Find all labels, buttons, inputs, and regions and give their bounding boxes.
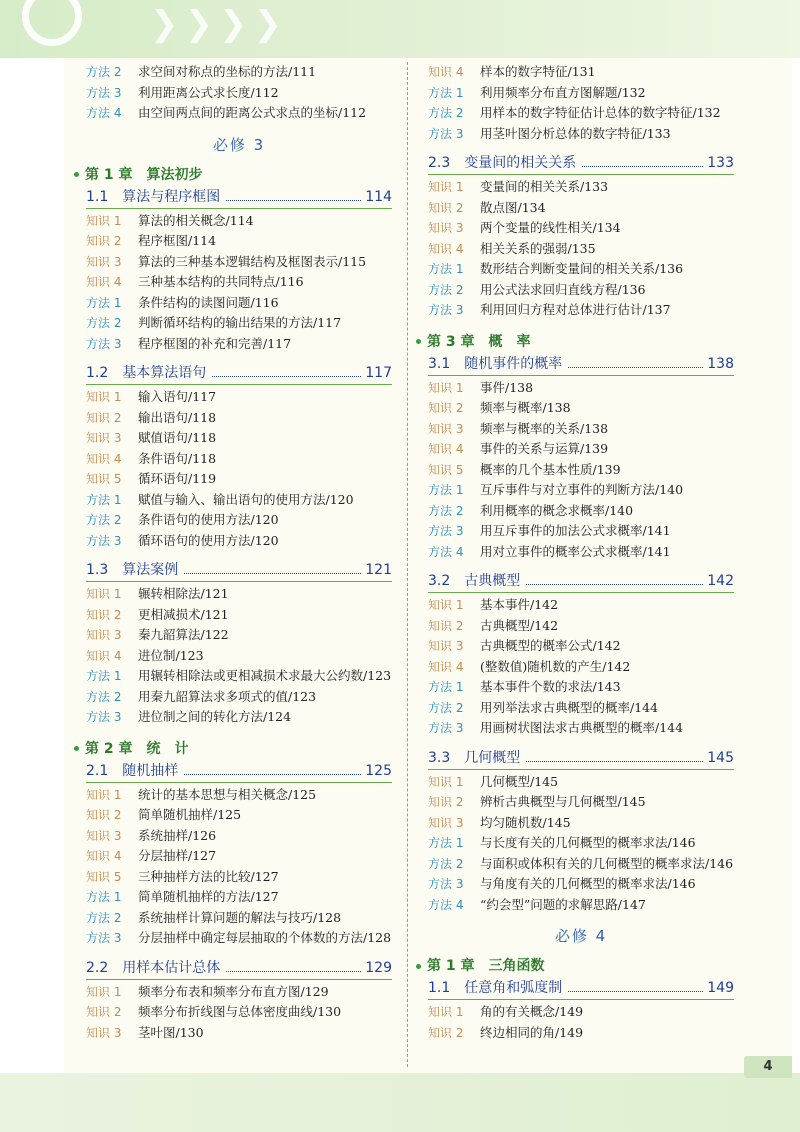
- toc-entry[interactable]: [86, 62, 392, 83]
- toc-entry[interactable]: [428, 177, 734, 198]
- toc-entry[interactable]: [86, 605, 392, 626]
- entry-text: 输出语句/118: [138, 409, 217, 425]
- toc-entry[interactable]: [428, 657, 734, 678]
- entry-text: 用茎叶图分析总体的数字特征/133: [480, 125, 671, 141]
- entry-text: 进位制之间的转化方法/124: [138, 709, 292, 724]
- entry-text: 辨析古典概型与几何概型/145: [480, 794, 646, 809]
- entry-tag: 知识 3: [86, 431, 122, 445]
- toc-entry[interactable]: [428, 218, 734, 239]
- dot-leader: [226, 971, 361, 972]
- toc-entry[interactable]: [428, 698, 734, 719]
- toc-entry[interactable]: [86, 211, 392, 232]
- toc-entry[interactable]: [86, 687, 392, 708]
- entry-text: 三种基本结构的共同特点/116: [138, 274, 304, 289]
- toc-entry-list: [428, 62, 734, 144]
- entry-text: 简单随机抽样的方法/127: [138, 889, 279, 904]
- toc-entry[interactable]: [86, 272, 392, 293]
- toc-entry[interactable]: [86, 490, 392, 511]
- toc-entry[interactable]: [86, 785, 392, 806]
- toc-entry[interactable]: [428, 616, 734, 637]
- entry-tag: 方法 3: [428, 524, 464, 538]
- section-heading[interactable]: 2.1 随机抽样 125: [86, 760, 392, 783]
- entry-text: 频率分布表和频率分布直方图/129: [138, 983, 329, 999]
- toc-entry[interactable]: [86, 103, 392, 124]
- toc-entry[interactable]: [428, 677, 734, 698]
- entry-tag: 知识 1: [86, 787, 122, 802]
- entry-text: 循环语句的使用方法/120: [138, 532, 279, 548]
- toc-entry-list: [86, 211, 392, 355]
- entry-text: 用互斥事件的加法公式求概率/141: [480, 523, 671, 538]
- entry-tag: 知识 4: [428, 241, 464, 256]
- entry-tag: 知识 2: [428, 200, 464, 215]
- entry-text: 系统抽样计算问题的解法与技巧/128: [138, 909, 342, 925]
- entry-text: 由空间两点间的距离公式求点的坐标/112: [138, 105, 367, 120]
- column-divider: [407, 62, 408, 1067]
- chapter-heading[interactable]: 第 2 章 统 计: [74, 738, 392, 760]
- toc-entry[interactable]: [428, 280, 734, 301]
- toc-entry[interactable]: [86, 584, 392, 605]
- toc-entry[interactable]: [428, 1002, 734, 1023]
- toc-entry[interactable]: [86, 707, 392, 728]
- dot-leader: [184, 573, 361, 574]
- entry-tag: 方法 2: [428, 106, 464, 120]
- toc-entry[interactable]: [86, 449, 392, 470]
- entry-text: 概率的几个基本性质/139: [480, 461, 621, 477]
- entry-tag: 知识 5: [86, 869, 122, 884]
- toc-entry[interactable]: [86, 982, 392, 1003]
- entry-text: 系统抽样/126: [138, 827, 217, 843]
- toc-entry-list: [86, 62, 392, 124]
- entry-tag: 方法 3: [428, 877, 464, 891]
- toc-entry[interactable]: [428, 259, 734, 280]
- dot-leader: [212, 376, 361, 377]
- entry-text: 与角度有关的几何概型的概率求法/146: [480, 876, 696, 891]
- entry-tag: 知识 4: [86, 648, 122, 663]
- toc-entry[interactable]: [86, 625, 392, 646]
- chapter-heading[interactable]: 第 3 章 概 率: [416, 331, 734, 353]
- entry-tag: 知识 1: [86, 984, 122, 999]
- entry-tag: 方法 1: [86, 295, 122, 310]
- toc-entry[interactable]: [86, 293, 392, 314]
- toc-entry[interactable]: [428, 854, 734, 875]
- entry-text: 用样本的数字特征估计总体的数字特征/132: [480, 105, 721, 120]
- toc-entry[interactable]: [86, 646, 392, 667]
- entry-tag: 知识 2: [86, 234, 122, 248]
- entry-tag: 知识 3: [428, 815, 464, 830]
- toc-entry[interactable]: [428, 198, 734, 219]
- entry-tag: 方法 4: [86, 106, 122, 120]
- entry-tag: 知识 2: [428, 401, 464, 415]
- entry-text: 古典概型/142: [480, 617, 559, 633]
- toc-entry-list: [428, 772, 734, 916]
- entry-text: 分层抽样中确定每层抽取的个体数的方法/128: [138, 930, 392, 945]
- entry-text: 利用回归方程对总体进行估计/137: [480, 302, 671, 317]
- entry-tag: 方法 3: [428, 303, 464, 317]
- entry-tag: 知识 1: [86, 390, 122, 404]
- toc-entry[interactable]: [86, 469, 392, 490]
- entry-tag: 方法 2: [86, 65, 122, 79]
- entry-tag: 方法 3: [86, 85, 122, 100]
- entry-text: (整数值)随机数的产生/142: [480, 658, 631, 674]
- toc-entry-list: [86, 982, 392, 1044]
- toc-entry[interactable]: [428, 595, 734, 616]
- entry-tag: 方法 2: [86, 513, 122, 527]
- entry-tag: 方法 1: [428, 85, 464, 100]
- entry-tag: 方法 1: [428, 680, 464, 694]
- chevrons-icon: ❯❯❯❯: [150, 4, 288, 44]
- entry-tag: 知识 4: [428, 442, 464, 456]
- toc-left-column: [86, 62, 392, 1043]
- entry-text: 用画树状图法求古典概型的概率/144: [480, 720, 684, 735]
- entry-text: 用辗转相除法或更相减损术求最大公约数/123: [138, 668, 392, 683]
- toc-entry[interactable]: [428, 398, 734, 419]
- entry-text: 分层抽样/127: [138, 848, 217, 863]
- entry-tag: 知识 3: [86, 628, 122, 642]
- entry-tag: 知识 4: [428, 659, 464, 674]
- toc-entry[interactable]: [428, 300, 734, 321]
- bullet-icon: [74, 172, 79, 177]
- toc-entry[interactable]: [428, 439, 734, 460]
- toc-entry[interactable]: [86, 928, 392, 949]
- dot-leader: [582, 166, 703, 167]
- entry-tag: 知识 1: [86, 587, 122, 601]
- entry-text: 事件的关系与运算/139: [480, 441, 609, 456]
- entry-text: 变量间的相关关系/133: [480, 179, 609, 194]
- entry-text: 散点图/134: [480, 199, 546, 215]
- entry-text: “约会型”问题的求解思路/147: [480, 896, 646, 912]
- section-heading[interactable]: 1.1 算法与程序框图 114: [86, 186, 392, 209]
- toc-entry[interactable]: [428, 460, 734, 481]
- toc-entry[interactable]: [428, 419, 734, 440]
- toc-entry[interactable]: [428, 833, 734, 854]
- section-heading[interactable]: 3.2 古典概型 142: [428, 570, 734, 593]
- entry-text: 与长度有关的几何概型的概率求法/146: [480, 835, 696, 850]
- bullet-icon: [416, 339, 421, 344]
- toc-entry[interactable]: [428, 1023, 734, 1044]
- entry-text: 程序框图的补充和完善/117: [138, 335, 292, 351]
- section-heading[interactable]: 2.3 变量间的相关关系 133: [428, 152, 734, 175]
- toc-entry[interactable]: [86, 666, 392, 687]
- toc-entry[interactable]: [428, 813, 734, 834]
- toc-entry-list: [86, 387, 392, 551]
- entry-text: 几何概型/145: [480, 773, 559, 789]
- entry-text: 赋值语句/118: [138, 430, 217, 445]
- entry-text: 算法的三种基本逻辑结构及框图表示/115: [138, 253, 367, 269]
- toc-entry[interactable]: [428, 378, 734, 399]
- entry-text: 角的有关概念/149: [480, 1004, 584, 1019]
- dot-leader: [568, 367, 703, 368]
- entry-tag: 方法 1: [86, 669, 122, 683]
- toc-entry[interactable]: [428, 501, 734, 522]
- entry-text: 频率与概率/138: [480, 400, 571, 415]
- entry-text: 秦九韶算法/122: [138, 627, 229, 642]
- entry-text: 频率分布折线图与总体密度曲线/130: [138, 1004, 342, 1019]
- entry-tag: 方法 2: [428, 282, 464, 297]
- entry-tag: 知识 1: [428, 180, 464, 194]
- toc-entry[interactable]: [428, 62, 734, 83]
- entry-tag: 方法 1: [428, 483, 464, 497]
- toc-entry[interactable]: [86, 387, 392, 408]
- toc-entry[interactable]: [86, 231, 392, 252]
- entry-tag: 知识 1: [428, 380, 464, 395]
- entry-tag: 方法 2: [428, 700, 464, 715]
- toc-entry[interactable]: [428, 718, 734, 739]
- entry-text: 利用频率分布直方图解题/132: [480, 84, 646, 100]
- entry-text: 数形结合判断变量间的相关关系/136: [480, 261, 684, 276]
- dot-leader: [526, 584, 703, 585]
- toc-entry[interactable]: [86, 313, 392, 334]
- entry-text: 用公式法求回归直线方程/136: [480, 281, 646, 297]
- entry-text: 输入语句/117: [138, 389, 217, 404]
- toc-entry[interactable]: [86, 867, 392, 888]
- entry-tag: 知识 4: [86, 451, 122, 466]
- entry-text: 辗转相除法/121: [138, 586, 229, 601]
- toc-entry[interactable]: [86, 334, 392, 355]
- entry-text: 统计的基本思想与相关概念/125: [138, 786, 317, 802]
- entry-tag: 方法 3: [428, 721, 464, 735]
- toc-entry[interactable]: [86, 887, 392, 908]
- entry-tag: 方法 3: [86, 336, 122, 351]
- entry-tag: 知识 1: [428, 774, 464, 789]
- entry-text: 相关关系的强弱/135: [480, 240, 596, 256]
- entry-tag: 方法 1: [86, 492, 122, 507]
- bullet-icon: [74, 746, 79, 751]
- toc-entry[interactable]: [86, 1023, 392, 1044]
- toc-entry-list: [428, 177, 734, 321]
- toc-entry[interactable]: [86, 83, 392, 104]
- entry-tag: 方法 1: [428, 262, 464, 276]
- page-number: 4: [744, 1056, 792, 1078]
- entry-text: 古典概型的概率公式/142: [480, 638, 621, 653]
- toc-entry[interactable]: [428, 124, 734, 145]
- entry-tag: 知识 5: [428, 462, 464, 477]
- toc-entry[interactable]: [86, 908, 392, 929]
- entry-text: 条件结构的读图问题/116: [138, 294, 279, 310]
- entry-text: 频率与概率的关系/138: [480, 420, 609, 436]
- entry-tag: 知识 3: [428, 221, 464, 235]
- entry-text: 与面积或体积有关的几何概型的概率求法/146: [480, 855, 734, 871]
- entry-text: 三种抽样方法的比较/127: [138, 868, 279, 884]
- entry-text: 条件语句的使用方法/120: [138, 512, 279, 527]
- dot-leader: [226, 200, 361, 201]
- toc-entry[interactable]: [428, 239, 734, 260]
- entry-text: 茎叶图/130: [138, 1024, 204, 1040]
- dot-leader: [568, 991, 703, 992]
- dot-leader: [184, 774, 361, 775]
- entry-tag: 知识 3: [86, 828, 122, 843]
- entry-text: 简单随机抽样/125: [138, 807, 242, 822]
- entry-tag: 方法 3: [86, 931, 122, 945]
- entry-text: 判断循环结构的输出结果的方法/117: [138, 315, 342, 330]
- entry-tag: 知识 1: [428, 1005, 464, 1019]
- entry-text: 基本事件个数的求法/143: [480, 679, 621, 694]
- footer-band: [0, 1073, 800, 1132]
- toc-entry[interactable]: [428, 480, 734, 501]
- entry-tag: 知识 4: [86, 849, 122, 863]
- toc-entry[interactable]: [86, 428, 392, 449]
- entry-text: 求空间对称点的坐标的方法/111: [138, 64, 317, 79]
- toc-entry-list: [86, 785, 392, 949]
- section-heading[interactable]: 1.2 基本算法语句 117: [86, 362, 392, 385]
- entry-tag: 知识 2: [86, 607, 122, 622]
- entry-tag: 知识 2: [428, 1025, 464, 1040]
- entry-text: 利用概率的概念求概率/140: [480, 502, 634, 518]
- entry-text: 用列举法求古典概型的概率/144: [480, 699, 659, 715]
- entry-tag: 知识 2: [428, 795, 464, 809]
- entry-text: 两个变量的线性相关/134: [480, 220, 621, 235]
- toc-entry[interactable]: [428, 542, 734, 563]
- entry-text: 进位制/123: [138, 647, 204, 663]
- toc-entry[interactable]: [86, 252, 392, 273]
- entry-text: 算法的相关概念/114: [138, 212, 254, 228]
- toc-entry[interactable]: [86, 408, 392, 429]
- toc-entry[interactable]: [86, 1002, 392, 1023]
- entry-tag: 方法 4: [428, 544, 464, 559]
- entry-tag: 方法 3: [86, 710, 122, 724]
- entry-tag: 知识 3: [86, 254, 122, 269]
- entry-text: 事件/138: [480, 379, 534, 395]
- entry-tag: 方法 2: [86, 910, 122, 925]
- section-heading[interactable]: 1.3 算法案例 121: [86, 559, 392, 582]
- entry-tag: 知识 2: [86, 410, 122, 425]
- entry-tag: 知识 3: [86, 1025, 122, 1040]
- entry-text: 终边相同的角/149: [480, 1024, 584, 1040]
- entry-text: 循环语句/119: [138, 471, 217, 486]
- toc-entry[interactable]: [86, 846, 392, 867]
- entry-text: 互斥事件与对立事件的判断方法/140: [480, 482, 684, 497]
- entry-tag: 方法 3: [86, 533, 122, 548]
- toc-entry[interactable]: [86, 510, 392, 531]
- toc-entry[interactable]: [428, 772, 734, 793]
- book-title: 必修 3: [212, 135, 266, 154]
- chapter-heading[interactable]: 第 1 章 三角函数: [416, 955, 734, 977]
- entry-text: 用对立事件的概率公式求概率/141: [480, 543, 671, 559]
- book-title: 必修 4: [554, 927, 608, 945]
- entry-tag: 方法 1: [86, 890, 122, 904]
- entry-tag: 方法 1: [428, 836, 464, 850]
- entry-tag: 知识 2: [86, 1005, 122, 1019]
- header-band: [0, 0, 800, 58]
- entry-tag: 知识 4: [86, 275, 122, 289]
- toc-entry-list: [428, 1002, 734, 1043]
- section-heading[interactable]: 2.2 用样本估计总体 129: [86, 957, 392, 980]
- toc-entry[interactable]: [86, 805, 392, 826]
- entry-text: 基本事件/142: [480, 597, 559, 612]
- entry-tag: 知识 1: [428, 598, 464, 612]
- entry-text: 用秦九韶算法求多项式的值/123: [138, 688, 317, 704]
- dot-leader: [526, 761, 703, 762]
- decorative-ring-icon: [22, 0, 82, 46]
- toc-entry-list: [86, 584, 392, 728]
- section-heading[interactable]: 1.1 任意角和弧度制 149: [428, 977, 734, 1000]
- section-heading[interactable]: 3.3 几何概型 145: [428, 747, 734, 770]
- entry-text: 程序框图/114: [138, 233, 217, 248]
- section-heading[interactable]: 3.1 随机事件的概率 138: [428, 353, 734, 376]
- entry-tag: 知识 1: [86, 213, 122, 228]
- entry-text: 利用距离公式求长度/112: [138, 84, 279, 100]
- toc-entry[interactable]: [428, 521, 734, 542]
- entry-tag: 方法 2: [428, 503, 464, 518]
- entry-tag: 方法 2: [428, 856, 464, 871]
- entry-text: 均匀随机数/145: [480, 814, 571, 830]
- toc-entry[interactable]: [428, 792, 734, 813]
- entry-tag: 知识 5: [86, 472, 122, 486]
- entry-tag: 知识 4: [428, 65, 464, 79]
- toc-entry[interactable]: [428, 83, 734, 104]
- toc-right-column: [428, 62, 734, 1043]
- toc-entry[interactable]: [86, 531, 392, 552]
- entry-text: 更相减损术/121: [138, 606, 229, 622]
- entry-text: 赋值与输入、输出语句的使用方法/120: [138, 491, 354, 507]
- toc-entry[interactable]: [428, 895, 734, 916]
- entry-text: 条件语句/118: [138, 450, 217, 466]
- entry-tag: 方法 3: [428, 126, 464, 141]
- entry-tag: 方法 4: [428, 897, 464, 912]
- toc-entry-list: [428, 595, 734, 739]
- chapter-heading[interactable]: 第 1 章 算法初步: [74, 164, 392, 186]
- entry-text: 样本的数字特征/131: [480, 64, 596, 79]
- toc-entry[interactable]: [86, 826, 392, 847]
- entry-tag: 方法 2: [86, 316, 122, 330]
- entry-tag: 方法 2: [86, 689, 122, 704]
- toc-entry[interactable]: [428, 636, 734, 657]
- toc-entry[interactable]: [428, 874, 734, 895]
- entry-tag: 知识 3: [428, 639, 464, 653]
- bullet-icon: [416, 964, 421, 969]
- entry-tag: 知识 2: [428, 618, 464, 633]
- toc-entry-list: [428, 378, 734, 563]
- toc-entry[interactable]: [428, 103, 734, 124]
- entry-tag: 知识 2: [86, 808, 122, 822]
- entry-tag: 知识 3: [428, 421, 464, 436]
